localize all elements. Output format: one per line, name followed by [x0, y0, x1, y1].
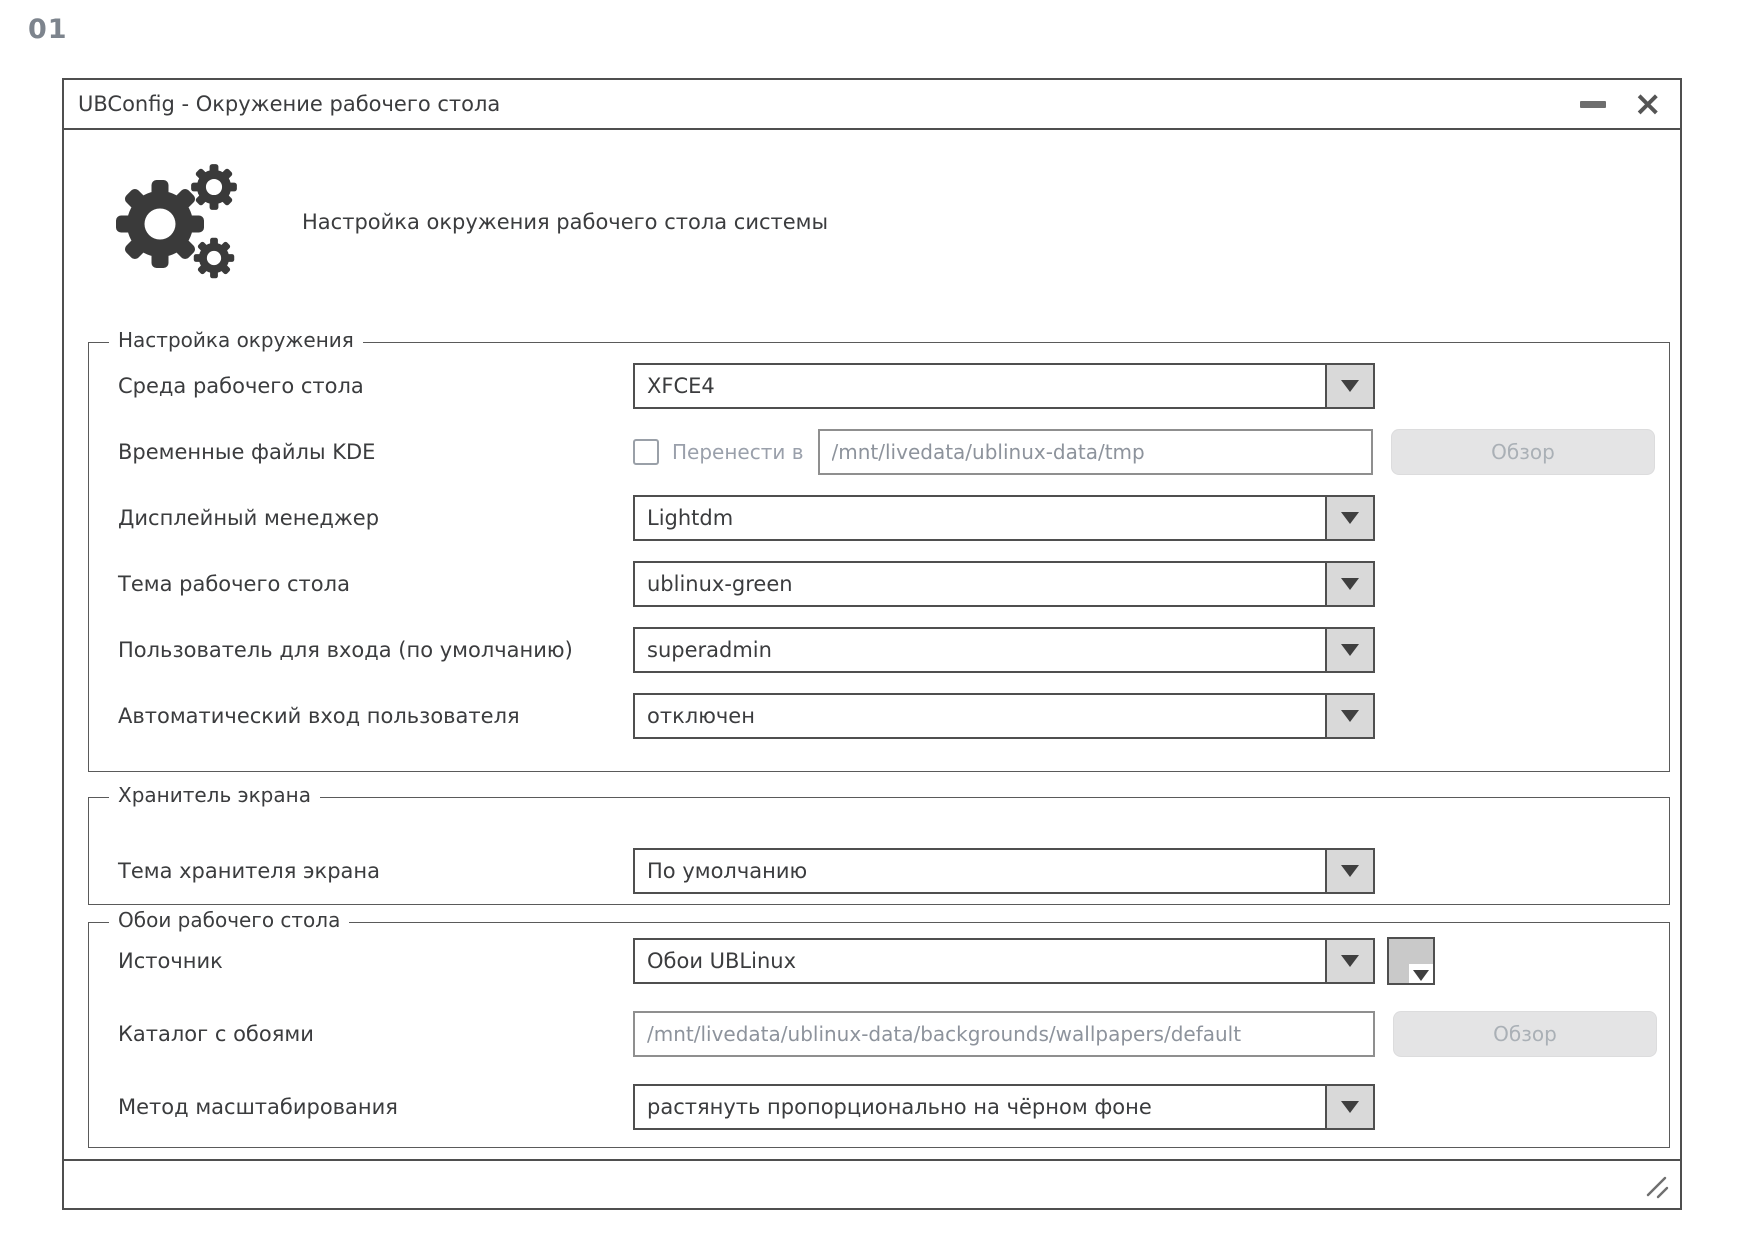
row-kde-temp-files [118, 429, 1655, 475]
desktop-environment-value: XFCE4 [647, 374, 715, 398]
display-manager-value: Lightdm [647, 506, 734, 530]
login-user-select[interactable] [633, 627, 1375, 673]
wallpaper-source-label: Источник [118, 949, 223, 973]
chevron-down-icon [1409, 964, 1433, 983]
chevron-down-icon [1325, 497, 1373, 539]
group-wallpaper [88, 908, 1670, 1148]
chevron-down-icon [1325, 940, 1373, 982]
group-environment [88, 328, 1670, 772]
chevron-down-icon [1325, 1086, 1373, 1128]
row-desktop-environment [118, 363, 1655, 409]
status-bar [64, 1159, 1680, 1208]
kde-temp-browse-button[interactable]: Обзор [1391, 429, 1655, 475]
auto-login-label: Автоматический вход пользователя [118, 704, 520, 728]
kde-temp-path-input[interactable] [818, 429, 1373, 475]
group-wallpaper-legend: Обои рабочего стола [109, 908, 349, 932]
row-login-user [118, 627, 1655, 673]
auto-login-select[interactable] [633, 693, 1375, 739]
move-to-checkbox[interactable] [633, 439, 659, 465]
desktop-environment-select[interactable] [633, 363, 1375, 409]
window-description: Настройка окружения рабочего стола системы [302, 210, 829, 234]
gears-icon [110, 162, 244, 282]
group-screensaver-legend: Хранитель экрана [109, 783, 320, 807]
wallpaper-directory-input[interactable] [633, 1011, 1375, 1057]
chevron-down-icon [1325, 365, 1373, 407]
row-screensaver-theme [118, 848, 1655, 894]
screensaver-theme-label: Тема хранителя экрана [118, 859, 381, 883]
scaling-method-label: Метод масштабирования [118, 1095, 398, 1119]
desktop-theme-value: ublinux-green [647, 572, 793, 596]
ubconfig-window [62, 78, 1682, 1210]
scaling-method-value: растянуть пропорционально на чёрном фоне [647, 1095, 1152, 1119]
row-scaling-method [118, 1084, 1655, 1130]
auto-login-value: отключен [647, 704, 755, 728]
chevron-down-icon [1325, 629, 1373, 671]
move-to-checkbox-label: Перенести в [672, 440, 804, 464]
wallpaper-preview-picker-button[interactable] [1387, 937, 1435, 985]
minimize-icon [1580, 101, 1606, 108]
row-wallpaper-source [118, 938, 1655, 984]
screensaver-theme-value: По умолчанию [647, 859, 808, 883]
title-bar [64, 80, 1680, 130]
wallpaper-source-value: Обои UBLinux [647, 949, 797, 973]
screensaver-theme-select[interactable] [633, 848, 1375, 894]
row-auto-login [118, 693, 1655, 739]
login-user-value: superadmin [647, 638, 772, 662]
chevron-down-icon [1325, 695, 1373, 737]
wallpaper-directory-label: Каталог с обоями [118, 1022, 314, 1046]
chevron-down-icon [1325, 563, 1373, 605]
display-manager-label: Дисплейный менеджер [118, 506, 380, 530]
header-block [110, 162, 828, 282]
login-user-label: Пользователь для входа (по умолчанию) [118, 638, 573, 662]
display-manager-select[interactable] [633, 495, 1375, 541]
scaling-method-select[interactable] [633, 1084, 1375, 1130]
row-desktop-theme [118, 561, 1655, 607]
desktop-theme-label: Тема рабочего стола [118, 572, 350, 596]
desktop-theme-select[interactable] [633, 561, 1375, 607]
chevron-down-icon [1325, 850, 1373, 892]
figure-number: 01 [28, 14, 68, 45]
group-environment-legend: Настройка окружения [109, 328, 363, 352]
wallpaper-directory-browse-button[interactable]: Обзор [1393, 1011, 1657, 1057]
group-screensaver [88, 783, 1670, 905]
window-title: UBConfig - Окружение рабочего стола [78, 92, 501, 116]
kde-temp-files-label: Временные файлы KDE [118, 440, 376, 464]
window-controls [1580, 84, 1663, 124]
close-button[interactable] [1633, 84, 1663, 124]
minimize-button[interactable] [1580, 101, 1606, 108]
close-icon: × [1633, 84, 1662, 124]
desktop-environment-label: Среда рабочего стола [118, 374, 364, 398]
wallpaper-source-select[interactable] [633, 938, 1375, 984]
row-display-manager [118, 495, 1655, 541]
row-wallpaper-directory [118, 1011, 1655, 1057]
resize-grip-icon[interactable] [1644, 1174, 1670, 1200]
